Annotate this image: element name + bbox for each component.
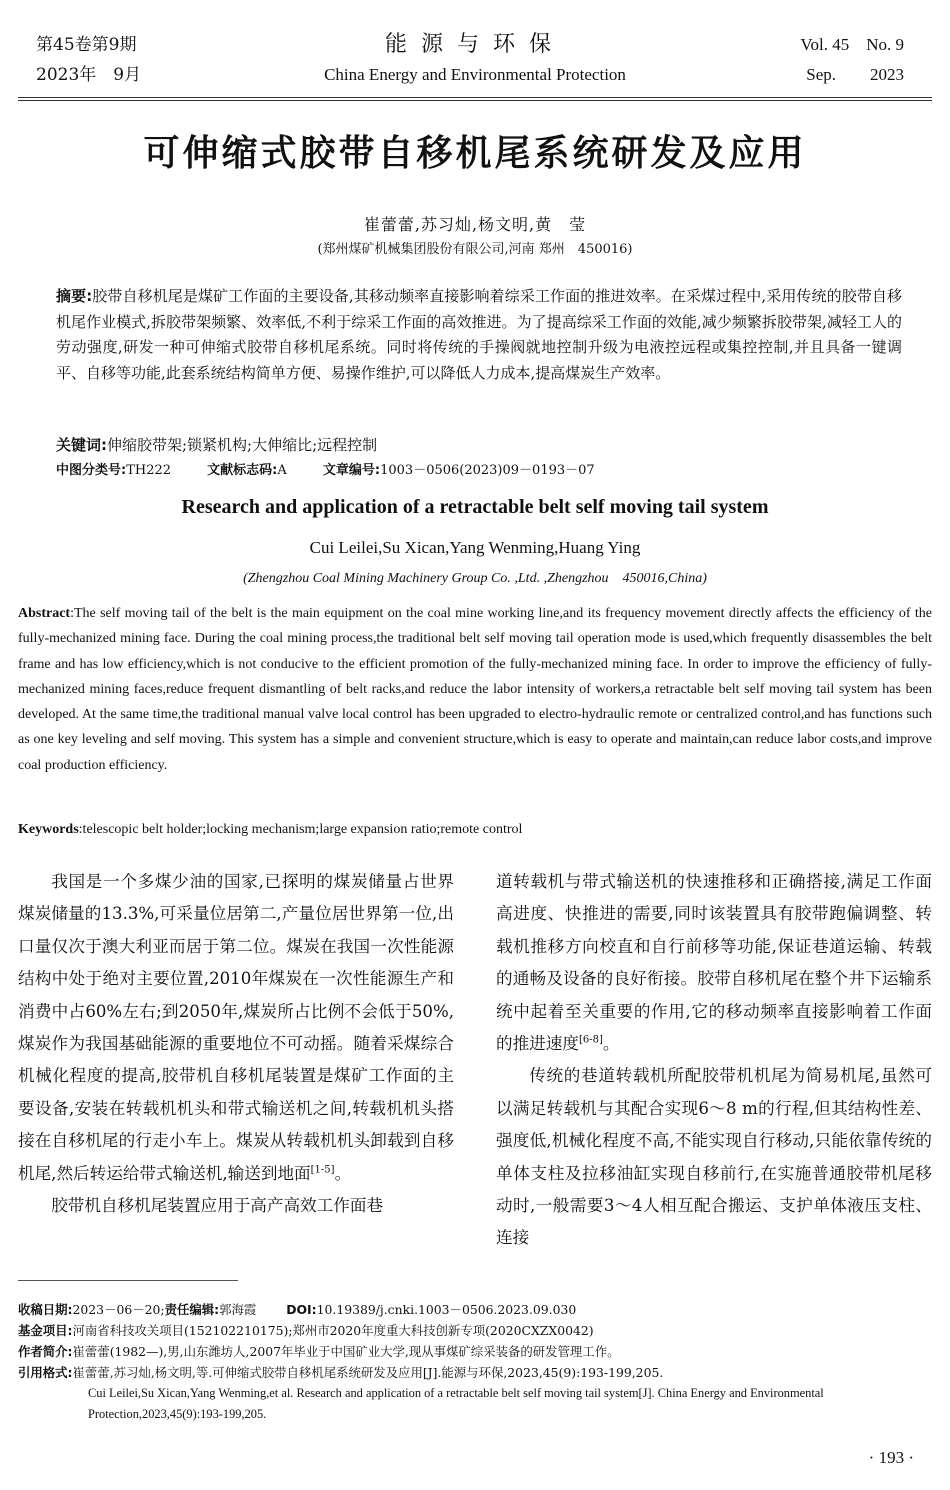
body-paragraph-2: 胶带机自移机尾装置应用于高产高效工作面巷 (51, 1196, 384, 1216)
body-paragraph-3: 传统的巷道转载机所配胶带机机尾为简易机尾,虽然可以满足转载机与其配合实现6～8 m的行程,但其结构性差、强度低,机械化程度不高,不能实现自行移动,只能依靠传统的单体支柱及拉移油缸实现自移前行,在实施普通胶带机尾移动时,一般需要3～4人相互配合搬运、支护单体液压支柱、连接 (496, 1066, 932, 1248)
header-rule-bottom (18, 100, 932, 101)
page-number: · 193 · (868, 1448, 914, 1467)
authors-cn: 崔蕾蕾,苏习灿,杨文明,黄 莹 (363, 215, 587, 234)
abstract-cn-text: 胶带自移机尾是煤矿工作面的主要设备,其移动频率直接影响着综采工作面的推进效率。在采煤过程中,采用传统的胶带自移机尾作业模式,拆胶带架频繁、效率低,不利于综采工作面的高效推进。为了提高综采工作面的效能,减少频繁拆胶带架,减轻工人的劳动强度,研发一种可伸缩式胶带自移机尾系统。同时将传统的手操阀就地控制升级为电液控远程或集控控制,并且具备一键调平、自移等功能,此套系统结构简单方便、易操作维护,可以降低人力成本,提高煤炭生产效率。 (56, 287, 903, 382)
keywords-cn (56, 433, 902, 457)
abstract-cn (56, 284, 902, 386)
keywords-en (18, 819, 932, 841)
citation-ref: [1-5] (310, 1164, 335, 1176)
footnote-citation-en: Cui Leilei,Su Xican,Yang Wenming,et al. Research and application of a retractable belt self moving tail system[J]. China Energy and Environmental Protection,2023,45(9):193-199,205. (88, 1386, 824, 1421)
header-right (800, 30, 904, 90)
volume-issue-en: Vol. 45 No. 9 (800, 35, 904, 54)
footnote-citation-cn: 引用格式:崔蕾蕾,苏习灿,杨文明,等.可伸缩式胶带自移机尾系统研发及应用[J].能源与环保,2023,45(9):193-199,205. (18, 1365, 664, 1380)
keywords-en-label: Keywords (18, 822, 79, 837)
header-rule-top (18, 97, 932, 98)
body-column-right (496, 866, 932, 1255)
footnote-author: 作者简介:崔蕾蕾(1982—),男,山东潍坊人,2007年毕业于中国矿业大学,现从事煤矿综采装备的研发管理工作。 (18, 1344, 620, 1359)
body-column-left (18, 866, 454, 1222)
article-title-cn: 可伸缩式胶带自移机尾系统研发及应用 (143, 133, 807, 174)
article-title-en: Research and application of a retractable belt self moving tail system (181, 496, 769, 518)
authors-en: Cui Leilei,Su Xican,Yang Wenming,Huang Ying (309, 538, 641, 557)
keywords-cn-text: 伸缩胶带架;锁紧机构;大伸缩比;远程控制 (107, 436, 378, 454)
doi: DOI:10.19389/j.cnki.1003－0506.2023.09.030 (286, 1302, 577, 1317)
abstract-en-label: Abstract (18, 606, 71, 621)
footnote-received: 收稿日期:2023－06－20;责任编辑:郭海霞 DOI:10.19389/j.cnki.1003－0506.2023.09.030 (18, 1302, 577, 1317)
citation-ref: [6-8] (578, 1034, 603, 1046)
article-number: 文章编号:1003－0506(2023)09－0193－07 (322, 463, 595, 478)
abstract-en-text: :The self moving tail of the belt is the main equipment on the coal mine working line,and its frequency movement directly affects the efficiency of the fully-mechanized mining face. During the coal mining process,the traditional belt self moving tail operation mode is used,which frequently disassembles the belt frame and has low efficiency,which is not conducive to the efficient promotion of the fully-mechanized mining face. In order to improve the efficiency of fully-mechanized mining faces,reduce frequent dismantling of belt racks,and reduce the labor intensity of workers,a retractable belt self moving tail system has been developed. At the same time,the traditional manual valve local control has been upgraded to electro-hydraulic remote or centralized control,and has functions such as one key leveling and self moving. This system has a simple and convenient structure,which is easy to operate and maintain,can reduce labor costs,and improve coal production efficiency. (18, 606, 932, 773)
volume-issue-cn: 第45卷第9期 (36, 35, 137, 55)
abstract-cn-label: 摘要: (56, 287, 93, 305)
abstract-en (18, 601, 932, 778)
classification-line (56, 461, 902, 481)
document-code: 文献标志码:A (207, 463, 287, 478)
affiliation-en: (Zhengzhou Coal Mining Machinery Group Co. ,Ltd. ,Zhengzhou 450016,China) (243, 571, 707, 586)
footnote-fund: 基金项目:河南省科技攻关项目(152102210175);郑州市2020年度重大科技创新专项(2020CXZX0042) (18, 1323, 594, 1338)
date-en: Sep. 2023 (806, 65, 904, 84)
date-cn: 2023年 9月 (36, 65, 142, 85)
journal-name-cn: 能源与环保 (384, 32, 565, 57)
body-paragraph-1: 我国是一个多煤少油的国家,已探明的煤炭储量占世界煤炭储量的13.3%,可采量位居第二,产量位居世界第一位,出口量仅次于澳大利亚而居于第二位。煤炭在我国一次性能源结构中处于绝对主要位置,2010年煤炭在一次性能源生产和消费中占60%左右;到2050年,煤炭所占比例不会低于50%,煤炭作为我国基础能源的重要地位不可动摇。随着采煤综合机械化程度的提高,胶带机自移机尾装置是煤矿工作面的主要设备,安装在转载机机头和带式输送机之间,转载机机头搭接在自移机尾的行走小车上。煤炭从转载机机头卸载到自移机尾,然后转运给带式输送机,输送到地面[1-5]。 (18, 872, 454, 1183)
clc-number: 中图分类号:TH222 (56, 463, 172, 478)
body-paragraph-2-continued: 道转载机与带式输送机的快速推移和正确搭接,满足工作面高进度、快推进的需要,同时该装置具有胶带跑偏调整、转载机推移方向校直和自行前移等功能,保证巷道运输、转载的通畅及设备的良好衔接。胶带自移机尾在整个井下运输系统中起着至关重要的作用,它的移动频率直接影响着工作面的推进速度[6-8]。 (496, 872, 932, 1054)
affiliation-cn: (郑州煤矿机械集团股份有限公司,河南 郑州 450016) (317, 242, 633, 257)
keywords-en-text: :telescopic belt holder;locking mechanism;large expansion ratio;remote control (78, 822, 523, 837)
footnotes (18, 1299, 932, 1425)
footnote-rule (18, 1280, 238, 1281)
keywords-cn-label: 关键词: (56, 436, 107, 454)
journal-name-en: China Energy and Environmental Protection (324, 65, 626, 84)
